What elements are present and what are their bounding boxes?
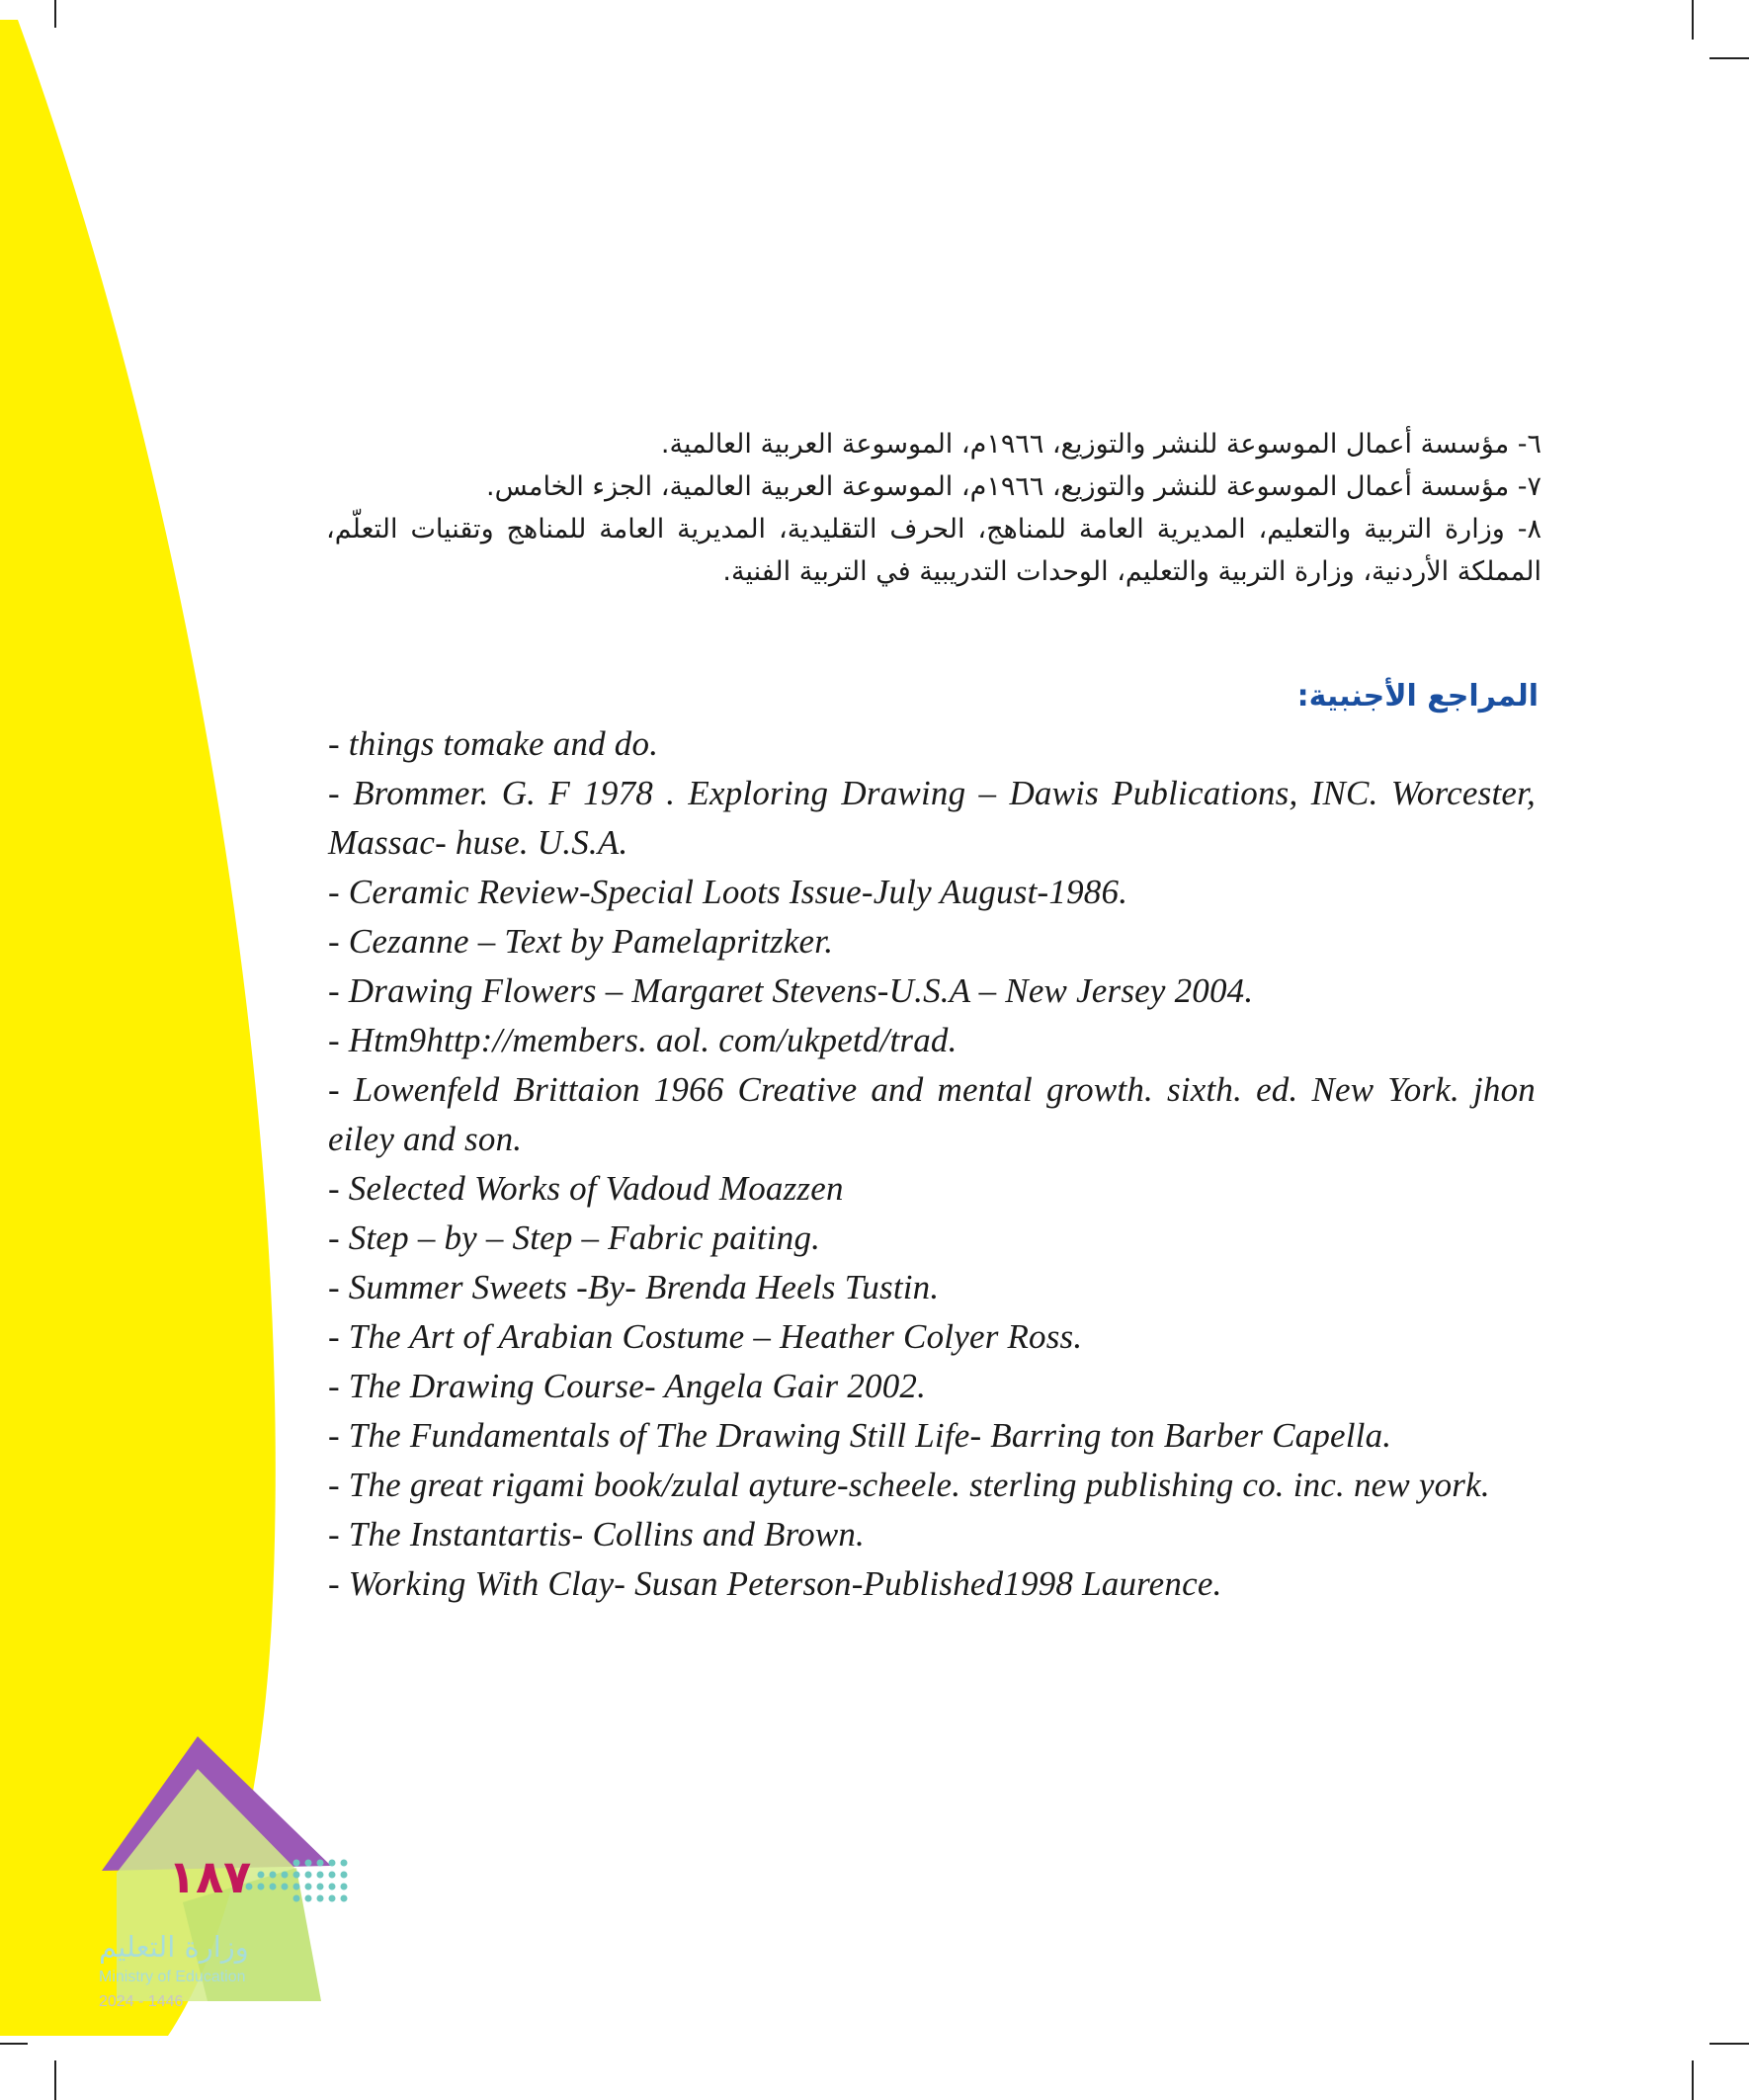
arabic-reference-8: ٨- وزارة التربية والتعليم، المديرية العامة للمناهج، الحرف التقليدية، المديرية العامة للمناهج وتقنيات التعلّم، المملكة الأردنية، وزارة التربية والتعليم، الوحدات التدريبية في التربية الفنية. [326,514,1541,587]
reference-item: - Ceramic Review-Special Loots Issue-July August-1986. [328,873,1128,911]
page-number: ١٨٧ [168,1850,252,1903]
reference-item: - Drawing Flowers – Margaret Stevens-U.S.A – New Jersey 2004. [328,971,1254,1010]
arabic-reference-6: ٦- مؤسسة أعمال الموسوعة للنشر والتوزيع، ١٩٦٦م، الموسوعة العربية العالمية. [660,429,1541,460]
ministry-english-name: Ministry of Education [99,1969,246,1985]
reference-item: - The Drawing Course- Angela Gair 2002. [328,1367,927,1405]
reference-item: - Step – by – Step – Fabric paiting. [328,1218,821,1257]
foreign-references-list [328,719,1536,1609]
reference-item: - The Art of Arabian Costume – Heather Colyer Ross. [328,1317,1083,1356]
reference-item: - Lowenfeld Brittaion 1966 Creative and mental growth. sixth. ed. New York. jhon eiley and son. [328,1070,1536,1158]
ministry-arabic-name: وزارة التعليم [99,1930,249,1964]
reference-item: - Cezanne – Text by Pamelapritzker. [328,922,834,961]
reference-item: - The Fundamentals of The Drawing Still Life- Barring ton Barber Capella. [328,1416,1392,1455]
reference-item: - Working With Clay- Susan Peterson-Published1998 Laurence. [328,1564,1222,1603]
foreign-references-heading: المراجع الأجنبية: [1296,679,1539,714]
reference-item: - Selected Works of Vadoud Moazzen [328,1169,844,1208]
reference-item: - Brommer. G. F 1978 . Exploring Drawing – Dawis Publications, INC. Worcester, Massac- huse. U.S.A. [328,774,1536,862]
reference-item: - Htm9http://members. aol. com/ukpetd/trad. [328,1021,958,1059]
arabic-references [326,423,1541,593]
reference-item: - The Instantartis- Collins and Brown. [328,1515,866,1554]
ministry-year: 2024 - 1446 [99,1993,184,2010]
reference-item: - things tomake and do. [328,724,659,763]
reference-item: - The great rigami book/zulal ayture-scheele. sterling publishing co. inc. new york. [328,1466,1490,1504]
reference-item: - Summer Sweets -By- Brenda Heels Tustin. [328,1268,940,1306]
arabic-reference-7: ٧- مؤسسة أعمال الموسوعة للنشر والتوزيع، ١٩٦٦م، الموسوعة العربية العالمية، الجزء الخامس. [485,471,1541,502]
